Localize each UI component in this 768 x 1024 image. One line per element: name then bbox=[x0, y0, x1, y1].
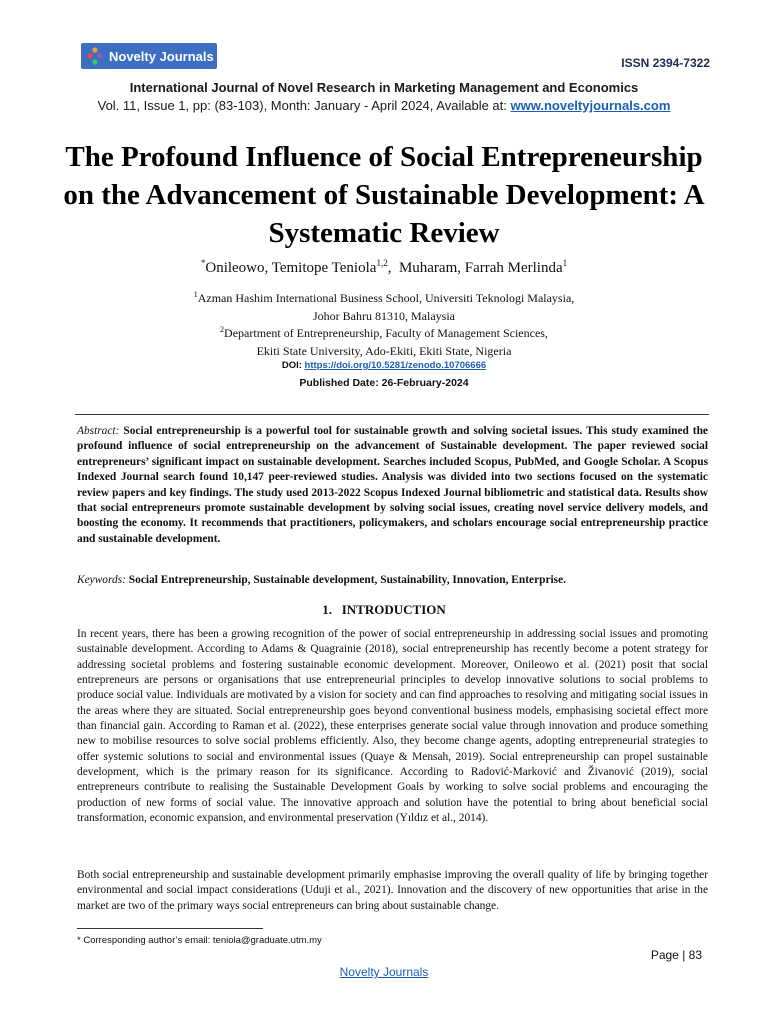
author-1: Onileowo, Temitope Teniola bbox=[205, 260, 377, 276]
abstract-label: Abstract: bbox=[77, 425, 120, 437]
affil-2-line1: Department of Entrepreneurship, Faculty of Management Sciences, bbox=[224, 326, 548, 340]
author-1-affil: 1,2 bbox=[376, 258, 388, 268]
author-2-affil: 1 bbox=[562, 258, 568, 268]
journal-name: International Journal of Novel Research in Marketing Management and Economics bbox=[129, 80, 639, 95]
affil-2-line2: Ekiti State University, Ado-Ekiti, Ekiti State, Nigeria bbox=[256, 344, 512, 358]
issn: ISSN 2394-7322 bbox=[621, 56, 710, 70]
volume-text: Vol. 11, Issue 1, pp: (83-103), Month: January - April 2024, Available at: bbox=[97, 98, 511, 113]
paper-title: The Profound Influence of Social Entrepreneurship on the Advancement of Sustainable Development: A Systematic Review bbox=[63, 141, 705, 249]
published-date: Published Date: 26-February-2024 bbox=[299, 377, 469, 389]
footnote: * Corresponding author’s email: teniola@graduate.utm.my bbox=[77, 935, 322, 946]
affiliation-1 bbox=[0, 286, 768, 325]
author-2: Muharam, Farrah Merlinda bbox=[398, 260, 563, 276]
website-link[interactable]: www.noveltyjournals.com bbox=[510, 98, 671, 113]
keywords bbox=[77, 574, 708, 586]
footer-link[interactable]: Novelty Journals bbox=[339, 965, 429, 979]
affil-2-sup: 2 bbox=[220, 325, 225, 334]
volume-line bbox=[0, 98, 768, 113]
abstract bbox=[77, 424, 708, 547]
abstract-text: Social entrepreneurship is a powerful tool for sustainable growth and solving societal issues. This study examined the profound influence of social entrepreneurship on the advancement of Sustainable development. The paper reviewed social entrepreneurs’ significant impact on sustainable development. Searches included Scopus, PubMed, and Google Scholar. A Scopus Indexed Journal search found 10,147 peer-reviewed studies. Analysis was divided into two sections focused on the systematic review papers and key findings. The study used 2013-2022 Scopus Indexed Journal bibliometric and statistical data. Results show that social entrepreneurs promote sustainable development by solving social issues, creating novel service delivery models, and boosting the economy. It recommends that practitioners, policymakers, and scholars encourage social entrepreneurship practice and sustainable development. bbox=[77, 425, 708, 545]
section-heading: 1. INTRODUCTION bbox=[322, 602, 446, 617]
page-number: Page | 83 bbox=[650, 948, 702, 962]
affil-1-line2: Johor Bahru 81310, Malaysia bbox=[313, 309, 455, 323]
doi-label: DOI: bbox=[281, 360, 305, 371]
affiliation-2 bbox=[0, 321, 768, 360]
corresponding-mark: * bbox=[200, 258, 206, 268]
author-separator: , bbox=[387, 260, 399, 276]
affil-1-line1: Azman Hashim International Business School, Universiti Teknologi Malaysia, bbox=[197, 291, 575, 305]
footnote-divider bbox=[77, 928, 263, 929]
authors bbox=[0, 258, 768, 277]
footer bbox=[0, 965, 768, 979]
doi-line bbox=[0, 360, 768, 371]
keywords-text: Social Entrepreneurship, Sustainable development, Sustainability, Innovation, Enterprise. bbox=[125, 574, 567, 586]
doi-link[interactable]: https://doi.org/10.5281/zenodo.10706666 bbox=[304, 360, 487, 371]
logo-text: Novelty Journals bbox=[109, 48, 214, 64]
body-paragraph-1: In recent years, there has been a growing recognition of the power of social entrepreneurship in addressing social issues and promoting sustainable development. According to Adams & Quagrainie (2018), social entrepreneurship has recently become a potent strategy for addressing societal problems and fostering sustainable economic development. Moreover, Onileowo et al. (2021) posit that social entrepreneurs are persons or organisations that use entrepreneurial principles to develop innovative solutions to social problems to produce social value. Individuals are motivated by a vision for society and can find approaches to resolving and mitigating social issues in the areas where they are situated. Social entrepreneurship goes beyond conventional business models, emphasising societal effect more than financial gain. According to Raman et al. (2022), these enterprises generate social value through innovation and produce something new to mobilise resources to solve social problems efficiently. Also, they become change agents, adopting entrepreneurial strategies to offer systemic solutions to social and environmental issues (Quaye & Mensah, 2019). Social entrepreneurship can propel sustainable development, which is the primary reason for its significance. According to Radović-Marković and Živanović (2019), social entrepreneurs contribute to realising the Sustainable Development Goals by working to solve social problems and encouraging the production of new forms of social value. The innovative approach and solution have the potential to bring about beneficial social transformation, economic expansion, and environmental preservation (Yıldız et al., 2014). bbox=[77, 628, 708, 825]
body-paragraph-2: Both social entrepreneurship and sustainable development primarily emphasise improving the overall quality of life by bringing together environmental and social impact considerations (Uduji et al., 2021). Innovation and the discovery of new opportunities that arise in the market are two of the primary ways social entrepreneurs can bring about sustainable change. bbox=[77, 869, 708, 912]
journal-logo bbox=[81, 43, 217, 69]
keywords-label: Keywords: bbox=[77, 574, 126, 586]
affil-1-sup: 1 bbox=[193, 290, 198, 299]
divider bbox=[75, 414, 709, 415]
molecule-icon bbox=[87, 47, 103, 65]
